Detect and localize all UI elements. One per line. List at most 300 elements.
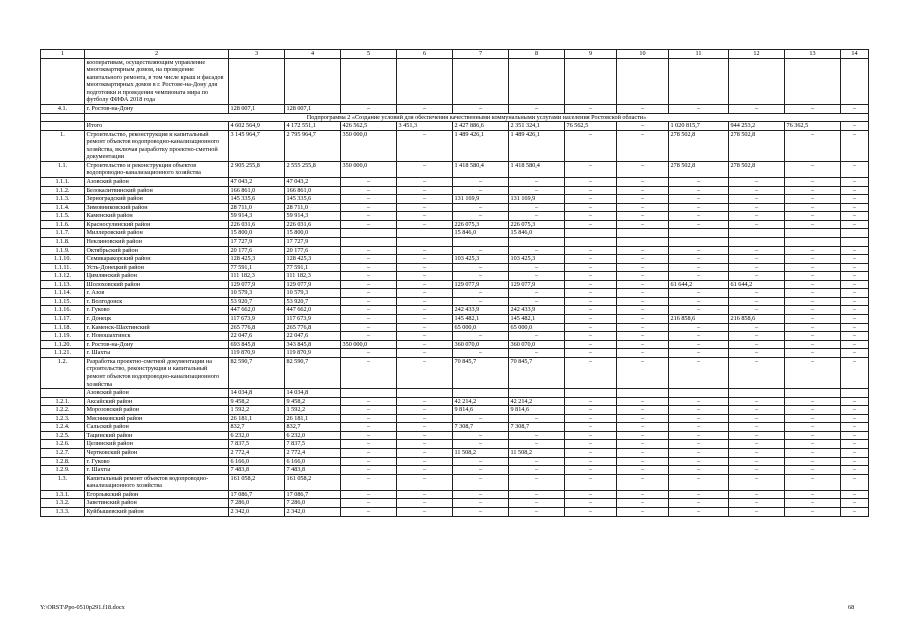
table-cell: 59 914,3	[229, 212, 285, 221]
table-row	[41, 186, 869, 195]
table-cell: 11 508,2	[509, 449, 565, 458]
table-cell: –	[617, 104, 669, 113]
table-cell: –	[397, 104, 453, 113]
table-cell: –	[841, 122, 869, 131]
table-cell: 77 591,1	[229, 263, 285, 272]
table-cell: –	[565, 255, 617, 264]
table-cell: 4 602 564,9	[229, 122, 285, 131]
table-cell: –	[729, 255, 785, 264]
table-cell: –	[841, 263, 869, 272]
table-cell: –	[565, 340, 617, 349]
table-cell: 226 031,6	[285, 220, 341, 229]
table-cell: 6 232,0	[229, 431, 285, 440]
table-row	[41, 203, 869, 212]
table-cell: 47 043,2	[229, 178, 285, 187]
table-cell: –	[565, 474, 617, 490]
table-cell: 103 425,3	[453, 255, 509, 264]
table-cell: 119 870,9	[285, 349, 341, 358]
table-cell: –	[617, 332, 669, 341]
table-cell: 2 342,0	[229, 507, 285, 516]
row-name: Азовский район	[85, 178, 229, 187]
table-cell: –	[669, 104, 729, 113]
table-cell: –	[617, 466, 669, 475]
table-cell: 226 075,3	[509, 220, 565, 229]
table-cell: –	[729, 186, 785, 195]
table-row	[41, 357, 869, 388]
row-number: 1.3.1.	[41, 490, 85, 499]
table-cell: –	[453, 178, 509, 187]
table-cell: 7 483,8	[229, 466, 285, 475]
table-cell: 103 425,3	[509, 255, 565, 264]
table-row	[41, 195, 869, 204]
table-cell: –	[785, 499, 841, 508]
row-name: Красносулинский район	[85, 220, 229, 229]
table-cell: –	[565, 431, 617, 440]
table-row	[41, 507, 869, 516]
row-number: 1.1.3.	[41, 195, 85, 204]
table-cell: –	[397, 161, 453, 177]
table-cell: –	[785, 161, 841, 177]
table-cell: –	[341, 186, 397, 195]
table-cell: –	[729, 289, 785, 298]
table-cell: –	[617, 397, 669, 406]
table-cell: –	[565, 272, 617, 281]
row-number: 1.1.4.	[41, 203, 85, 212]
table-cell: 3 145 964,7	[229, 130, 285, 161]
table-cell: 15 800,0	[285, 229, 341, 238]
table-cell: 7 837,5	[285, 440, 341, 449]
table-cell: –	[565, 449, 617, 458]
continued-row	[41, 58, 869, 104]
table-cell: 65 000,0	[509, 323, 565, 332]
table-cell: –	[617, 297, 669, 306]
table-cell: –	[397, 203, 453, 212]
table-cell: –	[509, 499, 565, 508]
table-cell: –	[397, 297, 453, 306]
table-cell: –	[341, 195, 397, 204]
table-cell: 128 007,1	[229, 104, 285, 113]
table-cell: –	[669, 431, 729, 440]
table-cell: –	[509, 104, 565, 113]
table-cell: –	[729, 397, 785, 406]
row-name: Цимлянский район	[85, 272, 229, 281]
row-number: 1.2.3.	[41, 414, 85, 423]
row-number: 1.1.6.	[41, 220, 85, 229]
table-cell: –	[397, 195, 453, 204]
row-number: 1.2.4.	[41, 423, 85, 432]
table-cell: –	[565, 212, 617, 221]
table-cell: –	[729, 297, 785, 306]
table-cell: –	[341, 246, 397, 255]
table-cell: –	[785, 212, 841, 221]
table-cell: –	[729, 323, 785, 332]
table-cell: 216 858,6	[669, 315, 729, 324]
table-cell: 4 172 551,1	[285, 122, 341, 131]
table-cell: –	[841, 178, 869, 187]
table-row	[41, 397, 869, 406]
table-cell: –	[729, 406, 785, 415]
table-cell: –	[669, 440, 729, 449]
row-number: 1.1.14.	[41, 289, 85, 298]
table-cell: –	[841, 246, 869, 255]
table-cell: –	[617, 272, 669, 281]
table-row	[41, 122, 869, 131]
table-cell: –	[617, 414, 669, 423]
table-cell: –	[785, 423, 841, 432]
table-cell: –	[341, 397, 397, 406]
table-cell: 3 451,3	[397, 122, 453, 131]
table-cell: –	[565, 315, 617, 324]
table-cell: –	[785, 263, 841, 272]
table-cell: –	[397, 220, 453, 229]
table-cell: –	[509, 466, 565, 475]
continued-row-text: кооперативам, осуществляющим управление многоквартирным домом, на проведение капитального ремонта, в том числе крыш и фасадов многоквартирных домов в г. Ростове-на-Дону для подготовки и проведения чемпионата мира по футболу ФИФА 2018 года	[85, 58, 229, 104]
table-cell: –	[509, 212, 565, 221]
table-cell: –	[785, 280, 841, 289]
table-cell: 82 590,7	[285, 357, 341, 388]
table-cell: 9 814,6	[509, 406, 565, 415]
table-cell: –	[785, 246, 841, 255]
table-row	[41, 272, 869, 281]
table-cell: –	[729, 246, 785, 255]
table-cell: –	[785, 414, 841, 423]
table-cell: –	[785, 289, 841, 298]
table-cell: 77 591,1	[285, 263, 341, 272]
table-cell: 693 845,8	[229, 340, 285, 349]
table-row	[41, 490, 869, 499]
table-cell: 343 845,8	[285, 340, 341, 349]
table-cell: –	[565, 323, 617, 332]
table-cell: –	[785, 315, 841, 324]
table-cell: 7 483,8	[285, 466, 341, 475]
table-cell: –	[565, 406, 617, 415]
table-row	[41, 440, 869, 449]
table-cell: –	[841, 431, 869, 440]
table-cell: –	[453, 499, 509, 508]
table-cell: –	[617, 340, 669, 349]
table-cell: 131 169,9	[453, 195, 509, 204]
row-number: 1.1.10.	[41, 255, 85, 264]
table-cell: –	[785, 332, 841, 341]
table-cell	[617, 237, 669, 246]
table-cell: –	[841, 195, 869, 204]
table-cell: –	[841, 440, 869, 449]
table-cell	[509, 237, 565, 246]
table-cell: –	[397, 414, 453, 423]
row-number: 1.1.8.	[41, 237, 85, 246]
table-cell: 9 458,2	[229, 397, 285, 406]
table-cell: 1 489 426,1	[509, 130, 565, 161]
table-cell	[841, 237, 869, 246]
row-name: г. Каменск-Шахтинский	[85, 323, 229, 332]
row-number: 1.1.21.	[41, 349, 85, 358]
table-cell: –	[453, 349, 509, 358]
table-cell: –	[841, 340, 869, 349]
row-name: Октябрьский район	[85, 246, 229, 255]
column-number-row	[41, 50, 869, 59]
table-cell: –	[617, 263, 669, 272]
row-name: Шолоховский район	[85, 280, 229, 289]
table-cell: –	[397, 130, 453, 161]
table-cell: –	[341, 323, 397, 332]
table-cell: –	[617, 280, 669, 289]
table-cell: –	[841, 212, 869, 221]
row-number: 1.2.1.	[41, 397, 85, 406]
table-row	[41, 178, 869, 187]
table-cell: –	[841, 323, 869, 332]
table-cell: –	[729, 474, 785, 490]
table-cell: –	[841, 449, 869, 458]
row-name: Зимовниковский район	[85, 203, 229, 212]
table-row	[41, 297, 869, 306]
table-cell: –	[729, 104, 785, 113]
table-cell: –	[453, 212, 509, 221]
table-cell: –	[785, 474, 841, 490]
table-cell: –	[669, 332, 729, 341]
table-cell: –	[617, 186, 669, 195]
table-cell: –	[341, 178, 397, 187]
table-cell: –	[397, 332, 453, 341]
table-cell: 9 458,2	[285, 397, 341, 406]
table-cell: –	[729, 431, 785, 440]
table-row	[41, 255, 869, 264]
table-cell: 42 214,2	[453, 397, 509, 406]
table-cell: –	[509, 490, 565, 499]
table-cell: –	[453, 272, 509, 281]
table-cell: 7 286,0	[285, 499, 341, 508]
table-cell: –	[397, 357, 453, 388]
table-row	[41, 306, 869, 315]
table-cell: 2 795 964,7	[285, 130, 341, 161]
table-cell: 166 861,0	[285, 186, 341, 195]
table-cell	[785, 229, 841, 238]
table-row	[41, 499, 869, 508]
table-cell: 166 861,0	[229, 186, 285, 195]
table-cell: 2 342,0	[285, 507, 341, 516]
table-cell: –	[617, 255, 669, 264]
table-cell	[565, 237, 617, 246]
table-cell: –	[341, 466, 397, 475]
row-name: Капитальный ремонт объектов водопроводно-канализационного хозяйства	[85, 474, 229, 490]
table-cell: 360 070,0	[509, 340, 565, 349]
table-cell: –	[669, 340, 729, 349]
table-cell: –	[509, 349, 565, 358]
row-name: Итого	[85, 122, 229, 131]
column-number-10: 10	[617, 50, 669, 59]
table-cell: 1 592,2	[229, 406, 285, 415]
table-cell: 1 020 815,7	[669, 122, 729, 131]
table-cell: –	[453, 186, 509, 195]
table-cell	[669, 237, 729, 246]
table-cell: –	[341, 332, 397, 341]
table-cell: –	[785, 255, 841, 264]
table-cell: –	[669, 212, 729, 221]
column-number-2: 2	[85, 50, 229, 59]
table-cell: –	[841, 306, 869, 315]
table-cell: 129 077,9	[229, 280, 285, 289]
table-cell: –	[565, 263, 617, 272]
row-number: 1.2.7.	[41, 449, 85, 458]
table-cell: –	[341, 203, 397, 212]
table-cell: –	[397, 440, 453, 449]
table-cell: –	[669, 457, 729, 466]
table-cell: 832,7	[285, 423, 341, 432]
table-row	[41, 229, 869, 238]
table-cell: –	[841, 186, 869, 195]
table-cell: 10 579,3	[285, 289, 341, 298]
table-cell: –	[565, 220, 617, 229]
table-cell: 128 007,1	[285, 104, 341, 113]
table-cell: 7 837,5	[229, 440, 285, 449]
table-cell: –	[341, 212, 397, 221]
table-cell: –	[565, 289, 617, 298]
table-cell: 7 308,7	[453, 423, 509, 432]
table-cell: 7 308,7	[509, 423, 565, 432]
table-cell: –	[841, 507, 869, 516]
table-cell: –	[841, 332, 869, 341]
table-cell: 350 000,0	[341, 340, 397, 349]
table-cell: –	[729, 490, 785, 499]
table-cell	[397, 389, 453, 398]
table-cell: 26 181,1	[285, 414, 341, 423]
table-row	[41, 449, 869, 458]
table-cell	[565, 229, 617, 238]
table-cell: –	[565, 195, 617, 204]
table-cell: 15 846,0	[509, 229, 565, 238]
table-cell: –	[453, 474, 509, 490]
table-cell: –	[453, 332, 509, 341]
table-cell: 117 673,9	[229, 315, 285, 324]
table-cell: –	[669, 220, 729, 229]
row-name: г. Донецк	[85, 315, 229, 324]
table-cell: –	[841, 297, 869, 306]
table-cell: –	[453, 431, 509, 440]
table-cell: –	[669, 289, 729, 298]
column-number-3: 3	[229, 50, 285, 59]
table-cell: –	[729, 423, 785, 432]
table-cell: –	[397, 186, 453, 195]
row-name: Миллеровский район	[85, 229, 229, 238]
column-number-5: 5	[341, 50, 397, 59]
table-cell: –	[669, 186, 729, 195]
table-cell: –	[841, 490, 869, 499]
column-number-8: 8	[509, 50, 565, 59]
table-cell: –	[617, 178, 669, 187]
table-cell: –	[841, 203, 869, 212]
table-cell: –	[341, 272, 397, 281]
table-cell: –	[565, 280, 617, 289]
table-cell: –	[785, 323, 841, 332]
row-number: 1.1.12.	[41, 272, 85, 281]
table-cell: 360 070,0	[453, 340, 509, 349]
table-cell: –	[729, 263, 785, 272]
table-cell: –	[729, 203, 785, 212]
table-cell: –	[841, 499, 869, 508]
row-name: Неклиновский район	[85, 237, 229, 246]
subprogram-title: Подпрограмма 2 «Создание условий для обеспечения качественными коммунальными услугами населения Ростовской области»	[85, 113, 869, 122]
table-cell: 145 482,1	[453, 315, 509, 324]
table-cell: –	[397, 212, 453, 221]
table-cell: –	[785, 357, 841, 388]
table-cell: –	[397, 280, 453, 289]
table-row	[41, 431, 869, 440]
table-cell: –	[341, 289, 397, 298]
table-row	[41, 406, 869, 415]
table-cell: –	[397, 315, 453, 324]
row-name: Разработка проектно-сметной документации на строительство, реконструкция и капитальный ремонт объектов водопроводно-канализационного хозяйства	[85, 357, 229, 388]
table-cell: –	[729, 306, 785, 315]
footer-file-path: Y:\ORST\Ppo-0510p291.f18.docx	[40, 604, 125, 611]
table-cell: –	[341, 406, 397, 415]
table-cell: –	[397, 323, 453, 332]
table-cell: –	[341, 440, 397, 449]
table-row	[41, 212, 869, 221]
table-cell: 6 166,0	[285, 457, 341, 466]
row-name: Каменский район	[85, 212, 229, 221]
table-cell: –	[453, 203, 509, 212]
table-cell: –	[729, 195, 785, 204]
table-cell: 265 776,8	[285, 323, 341, 332]
table-cell: –	[565, 490, 617, 499]
table-cell: –	[785, 406, 841, 415]
table-cell: –	[397, 431, 453, 440]
table-cell: –	[729, 272, 785, 281]
table-cell: –	[397, 289, 453, 298]
column-number-4: 4	[285, 50, 341, 59]
row-name: Азовский район	[85, 389, 229, 398]
row-name: г. Волгодонск	[85, 297, 229, 306]
table-cell: –	[841, 349, 869, 358]
table-cell: –	[617, 195, 669, 204]
row-number: 1.2.8.	[41, 457, 85, 466]
table-row	[41, 237, 869, 246]
table-cell: –	[341, 104, 397, 113]
table-cell: –	[785, 349, 841, 358]
table-cell: –	[341, 315, 397, 324]
table-cell	[341, 389, 397, 398]
table-row	[41, 332, 869, 341]
row-name: Морозовский район	[85, 406, 229, 415]
table-cell: –	[509, 203, 565, 212]
table-cell: –	[509, 297, 565, 306]
table-cell: 426 562,5	[341, 122, 397, 131]
table-cell: 145 335,6	[229, 195, 285, 204]
row-number: 1.2.2.	[41, 406, 85, 415]
table-cell: –	[669, 272, 729, 281]
table-cell: –	[669, 406, 729, 415]
table-cell: –	[669, 349, 729, 358]
table-cell: –	[453, 466, 509, 475]
table-row	[41, 315, 869, 324]
table-cell: –	[341, 431, 397, 440]
table-cell: 129 077,9	[509, 280, 565, 289]
table-row	[41, 414, 869, 423]
table-cell: –	[841, 474, 869, 490]
table-cell: 2 427 886,6	[453, 122, 509, 131]
row-name: Целинский район	[85, 440, 229, 449]
table-cell	[509, 389, 565, 398]
table-cell: –	[565, 297, 617, 306]
table-cell: 111 182,3	[229, 272, 285, 281]
table-cell: –	[565, 457, 617, 466]
table-cell: 1 489 426,1	[453, 130, 509, 161]
table-cell: 2 772,4	[285, 449, 341, 458]
row-number: 1.2.5.	[41, 431, 85, 440]
table-cell: –	[565, 440, 617, 449]
table-cell	[453, 237, 509, 246]
row-name: г. Шахты	[85, 466, 229, 475]
table-cell: 76 562,5	[565, 122, 617, 131]
